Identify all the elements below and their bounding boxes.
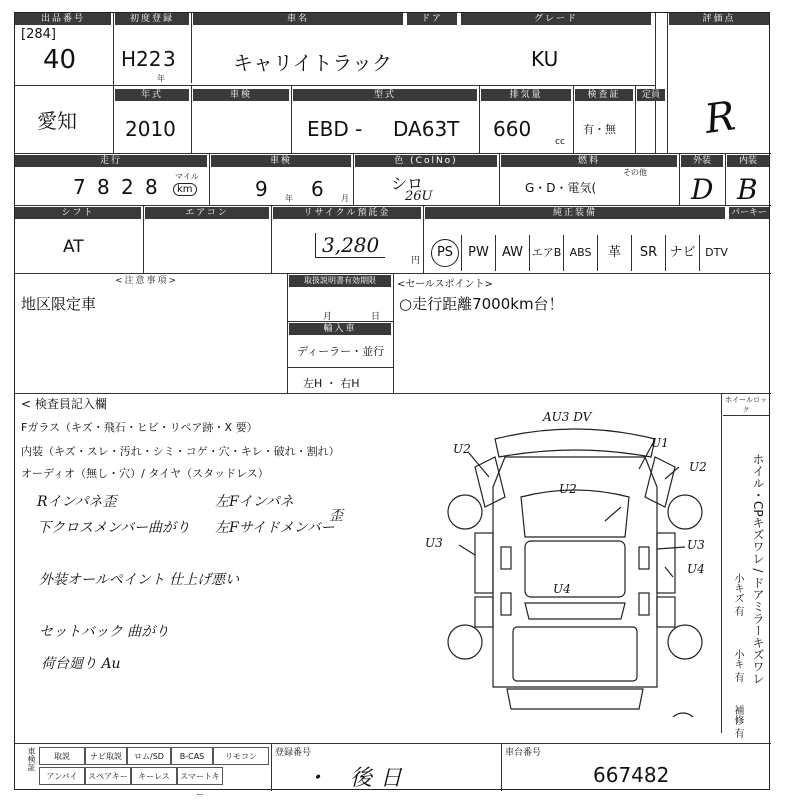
- inspector-note-1: Rインパネ歪: [37, 494, 117, 510]
- mileage-digit-2: 8: [97, 175, 110, 199]
- header-fuel: 燃料: [501, 155, 677, 167]
- header-color: 色 (ColNo): [355, 155, 497, 167]
- sticker-label: 車検証: [27, 747, 36, 771]
- exterior-grade: D: [691, 173, 714, 206]
- header-selling-points: <セールスポイント>: [397, 279, 493, 290]
- header-aircon: エアコン: [145, 207, 269, 219]
- score: R: [701, 93, 739, 143]
- bottom-box-5: アンパイ: [39, 767, 85, 785]
- shaken-month: 6: [311, 177, 324, 201]
- bottom-box-0: 取説: [39, 747, 85, 765]
- mileage-digit-1: 7: [73, 175, 86, 199]
- bottom-box-4: リモコン: [213, 747, 269, 765]
- header-grade: グレード: [461, 13, 651, 25]
- mileage-digit-4: 8: [145, 175, 158, 199]
- mark-u4-center: U4: [553, 582, 571, 596]
- header-first-reg: 初度登録: [115, 13, 189, 25]
- header-recycle: リサイクル預託金: [273, 207, 421, 219]
- inspector-note-3: 下クロスメンバー曲がり: [37, 520, 191, 536]
- mark-u3-right: U3: [687, 538, 705, 552]
- selling-point: ○走行距離7000km台！: [399, 295, 564, 313]
- inspector-line-3: オーディオ（無し・穴）/ タイヤ（スタッドレス）: [21, 467, 269, 480]
- mark-u3-left: U3: [425, 536, 443, 550]
- header-door: ドア: [407, 13, 457, 25]
- inspector-note-6: 外装オールペイント 仕上げ悪い: [39, 572, 240, 588]
- header-inspector: < 検査員記入欄: [21, 397, 107, 411]
- mileage-unit-mile: マイル: [175, 172, 199, 181]
- handle: 左H ・ 右H: [303, 377, 360, 390]
- chassis-no: 667482: [593, 763, 670, 787]
- inspection-opts: 有・無: [583, 123, 616, 136]
- mileage-unit-km: km: [173, 183, 197, 196]
- recycle-unit: 円: [411, 256, 421, 266]
- auction-sheet: [14, 12, 770, 799]
- bottom-box-7: キーレス: [131, 767, 177, 785]
- equipment-2: AW: [495, 235, 529, 271]
- first-reg-month: 3: [163, 47, 176, 71]
- header-reg-no: 登録番号: [275, 748, 312, 758]
- interior-grade: B: [737, 173, 758, 206]
- inspector-note-4: 左Fサイドメンバー: [215, 520, 335, 536]
- fuel: G・D・電気(: [525, 181, 597, 195]
- header-mileage: 走行: [15, 155, 207, 167]
- mark-au3dv: AU3 DV: [543, 410, 592, 424]
- inspector-note-2: 左Fインパネ: [215, 494, 294, 510]
- inspector-note-7: セットバック 曲がり: [39, 624, 170, 640]
- equipment-6: SR: [631, 235, 665, 271]
- region: 愛知: [37, 109, 77, 133]
- mark-u2-center: U2: [559, 482, 577, 496]
- equipment-7: ナビ: [665, 235, 699, 271]
- region-limited: 地区限定車: [21, 295, 97, 313]
- header-notes: <注意事項>: [15, 275, 285, 287]
- header-shift: シフト: [15, 207, 141, 219]
- header-warranty: 取扱説明書有効期限: [289, 275, 391, 287]
- header-year: 年式: [115, 89, 189, 101]
- car-diagram: [425, 397, 725, 717]
- header-interior: 内装: [727, 155, 769, 167]
- lot-number: 40: [43, 45, 77, 75]
- shaken-year-label: 年: [285, 194, 293, 203]
- fuel-other: その他: [623, 168, 647, 177]
- header-equipment: 純正装備: [425, 207, 725, 219]
- color: シロ: [391, 174, 424, 193]
- equipment-4: ABS: [563, 235, 597, 271]
- mark-u1: U1: [651, 436, 669, 450]
- shift: AT: [63, 237, 84, 257]
- mark-u2-right: U2: [689, 460, 707, 474]
- shaken-year: 9: [255, 177, 268, 201]
- header-fixed: 定員: [637, 89, 665, 101]
- header-car-inspection: 車検: [211, 155, 351, 167]
- shaken-month-label: 月: [341, 194, 349, 203]
- side-opt-3: 補修 有: [732, 705, 743, 739]
- bottom-box-2: ロム/SD: [127, 747, 171, 765]
- header-keyless: パーキー: [730, 208, 767, 218]
- inspector-note-5: 歪: [329, 508, 343, 524]
- reg-no: ・ 後日: [305, 766, 410, 791]
- mark-u2-left: U2: [453, 442, 471, 456]
- header-chassis-no: 車台番号: [505, 748, 542, 758]
- header-car-name: 車名: [193, 13, 403, 25]
- inspector-line-2: 内装（キズ・スレ・汚れ・シミ・コゲ・穴・キレ・破れ・割れ）: [21, 445, 340, 458]
- header-model: 型式: [293, 89, 477, 101]
- bottom-box-6: スペアキー: [85, 767, 131, 785]
- cc-unit: cc: [555, 137, 565, 147]
- color-code: 26U: [405, 189, 433, 204]
- displacement: 660: [493, 117, 532, 141]
- dealer: ディーラー・並行: [297, 345, 385, 358]
- mark-u4-right: U4: [687, 562, 705, 576]
- mileage-digit-3: 2: [121, 175, 134, 199]
- header-exterior: 外装: [681, 155, 723, 167]
- model-code: DA63T: [393, 117, 460, 141]
- equipment-3: エアB: [529, 235, 563, 271]
- equipment-1: PW: [461, 235, 495, 271]
- bottom-box-1: ナビ取説: [85, 747, 127, 765]
- header-inspection: 検査証: [575, 89, 633, 101]
- model-year: 2010: [125, 117, 176, 141]
- side-text: ホイル・CPキズワレ / ドアミラーキズワレ: [751, 453, 765, 685]
- car-name: キャリイトラック: [233, 51, 392, 75]
- equipment-0: PS: [431, 239, 459, 267]
- lot-section: [284]: [21, 27, 56, 42]
- header-wheel-lock: ホイールロック: [723, 395, 769, 416]
- header-displacement: 排気量: [481, 89, 571, 101]
- grade: KU: [531, 47, 559, 71]
- side-opt-1: 小キズ 有: [732, 573, 743, 617]
- year-small: 年: [157, 74, 165, 83]
- side-opt-2: 小キ 有: [732, 649, 743, 683]
- inspector-line-1: Fガラス（キズ・飛石・ヒビ・リペア跡・X 要）: [21, 421, 258, 434]
- inspector-note-8: 荷台廻り Au: [41, 656, 121, 672]
- model-prefix: EBD -: [307, 117, 363, 141]
- equipment-8: DTV: [699, 235, 733, 271]
- header-import: 輸入車: [289, 323, 391, 335]
- bottom-box-3: B-CAS: [171, 747, 213, 765]
- bottom-box-8: スマートキー: [177, 767, 223, 785]
- warranty-month: 月: [323, 312, 333, 322]
- first-reg-era: H22: [121, 47, 162, 71]
- equipment-5: 革: [597, 235, 631, 271]
- warranty-day: 日: [371, 312, 381, 322]
- header-auction-no: 出品番号: [15, 13, 111, 25]
- recycle: 3,280: [315, 233, 385, 258]
- header-shaken: 車検: [193, 89, 289, 101]
- header-score: 評価点: [669, 13, 769, 25]
